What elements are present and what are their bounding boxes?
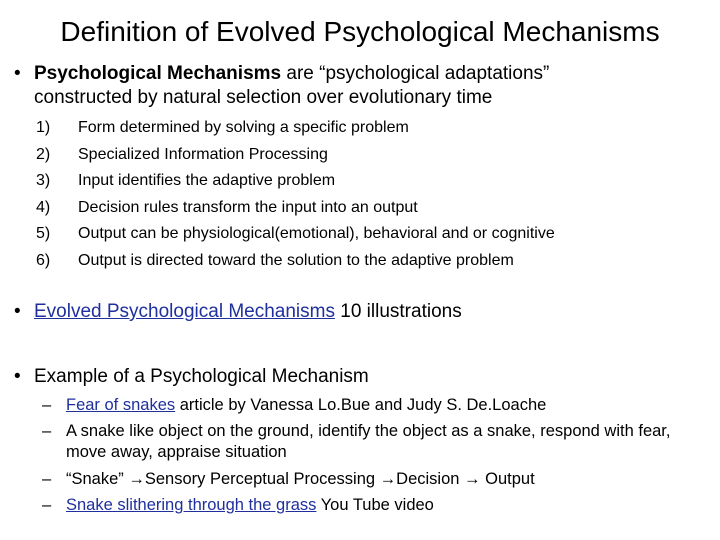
bullet-text: Psychological Mechanisms are “psychological adaptations” constructed by natural selection over evolutionary time — [34, 63, 550, 108]
dash-icon: – — [42, 496, 52, 514]
bullet-icon: • — [14, 366, 21, 387]
bullet-icon: • — [14, 301, 21, 322]
sub-item-fear-of-snakes: – Fear of snakes article by Vanessa Lo.Bue and Judy S. De.Loache — [42, 396, 547, 414]
list-item: 2) Specialized Information Processing — [36, 145, 328, 163]
numbered-list — [36, 115, 555, 274]
bullet-psych-mechanisms — [14, 62, 704, 110]
list-item: 1) Form determined by solving a specific problem — [36, 119, 409, 136]
arrow-icon: → — [379, 470, 397, 488]
slide-title: Definition of Evolved Psychological Mechanisms — [60, 16, 660, 47]
list-item: 6) Output is directed toward the solution to the adaptive problem — [36, 251, 514, 269]
arrow-icon: → — [128, 470, 145, 488]
list-item: 3) Input identifies the adaptive problem — [36, 172, 336, 189]
sub-item-processing-chain: – “Snake” →Sensory Perceptual Processing →Decision → Output — [42, 470, 535, 488]
dash-icon: – — [42, 396, 52, 414]
dash-icon: – — [42, 470, 52, 488]
list-item: 5) Output can be physiological(emotional), behavioral and or cognitive — [36, 225, 555, 242]
sub-item-snake-object: – A snake like object on the ground, identify the object as a snake, respond with fear, move away, appraise situation — [42, 422, 671, 461]
arrow-icon: → — [464, 470, 481, 488]
evolved-mechanisms-link[interactable]: Evolved Psychological Mechanisms — [34, 301, 335, 322]
fear-of-snakes-link[interactable]: Fear of snakes — [66, 396, 176, 414]
snake-video-link[interactable]: Snake slithering through the grass — [66, 496, 317, 514]
bullet-evolved-mechanisms: • Evolved Psychological Mechanisms 10 illustrations — [14, 301, 462, 322]
dash-icon: – — [42, 422, 52, 440]
bullet-example: • Example of a Psychological Mechanism — [14, 366, 369, 387]
bullet-icon: • — [14, 63, 21, 84]
list-item: 4) Decision rules transform the input into an output — [36, 198, 418, 216]
bold-term: Psychological Mechanisms — [34, 63, 282, 84]
sub-item-youtube-video: – Snake slithering through the grass You Tube video — [42, 496, 434, 514]
